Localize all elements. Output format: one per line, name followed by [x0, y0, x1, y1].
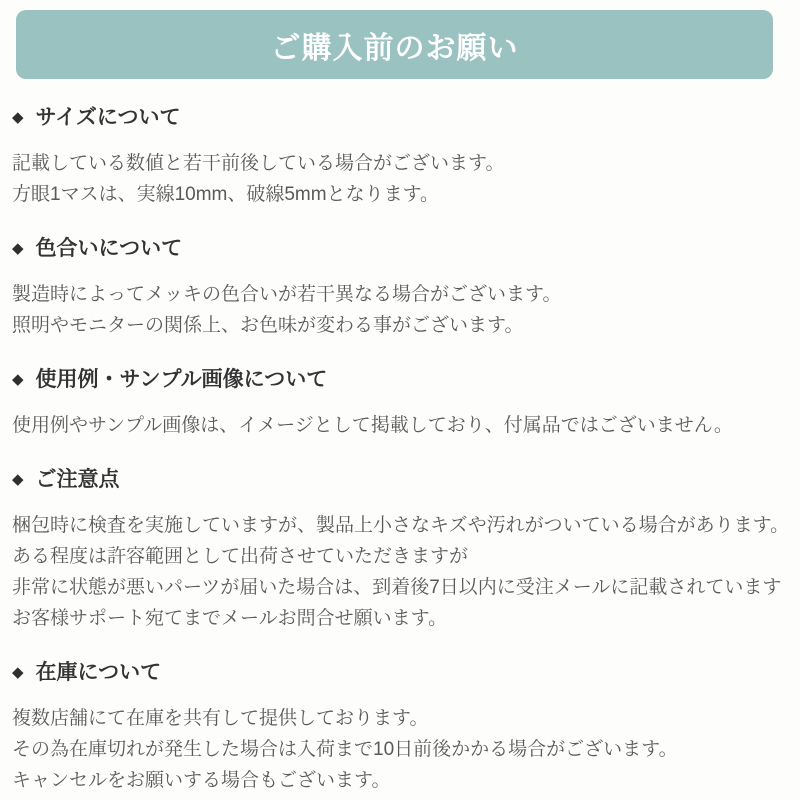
section-heading-size	[12, 107, 788, 129]
section-stock	[12, 662, 788, 796]
section-heading-sample-images	[12, 369, 788, 391]
section-text-line: 複数店舗にて在庫を共有して提供しております。	[12, 708, 429, 729]
section-heading-stock	[12, 662, 788, 684]
page-title: ご購入前のお願い	[270, 31, 519, 65]
section-text-line: 照明やモニターの関係上、お色味が変わる事がございます。	[12, 315, 524, 336]
section-heading-text: サイズについて	[35, 106, 181, 129]
section-text-line: その為在庫切れが発生した場合は入荷まで10日前後かかる場合がございます。	[12, 739, 678, 760]
section-heading-color	[12, 238, 788, 260]
section-heading-text: 使用例・サンプル画像について	[35, 368, 328, 391]
section-text-line: 使用例やサンプル画像は、イメージとして掲載しており、付属品ではございません。	[12, 415, 733, 436]
section-text-line: 記載している数値と若干前後している場合がございます。	[12, 153, 505, 174]
page-title-banner	[16, 10, 773, 79]
section-size	[12, 107, 788, 210]
section-cautions	[12, 469, 788, 634]
section-heading-text: ご注意点	[35, 468, 120, 491]
notice-content	[0, 107, 800, 796]
diamond-bullet-icon: ◆	[12, 371, 24, 388]
section-heading-text: 色合いについて	[35, 237, 183, 260]
section-color	[12, 238, 788, 341]
diamond-bullet-icon: ◆	[12, 240, 24, 257]
section-text-line: ある程度は許容範囲として出荷させていただきますが	[12, 546, 469, 567]
section-text-line: お客様サポート宛てまでメールお問合せ願います。	[12, 608, 448, 629]
section-text-line: キャンセルをお願いする場合もございます。	[12, 770, 391, 791]
section-sample-images	[12, 369, 788, 441]
section-text-line: 製造時によってメッキの色合いが若干異なる場合がございます。	[12, 284, 562, 305]
diamond-bullet-icon: ◆	[12, 664, 24, 681]
diamond-bullet-icon: ◆	[12, 471, 24, 488]
section-text-line: 梱包時に検査を実施していますが、製品上小さなキズや汚れがついている場合があります。	[12, 515, 790, 536]
section-heading-text: 在庫について	[35, 661, 162, 684]
diamond-bullet-icon: ◆	[12, 109, 24, 126]
section-text-line: 非常に状態が悪いパーツが届いた場合は、到着後7日以内に受注メールに記載されています	[12, 577, 782, 598]
section-text-line: 方眼1マスは、実線10mm、破線5mmとなります。	[12, 184, 440, 205]
section-heading-cautions	[12, 469, 788, 491]
